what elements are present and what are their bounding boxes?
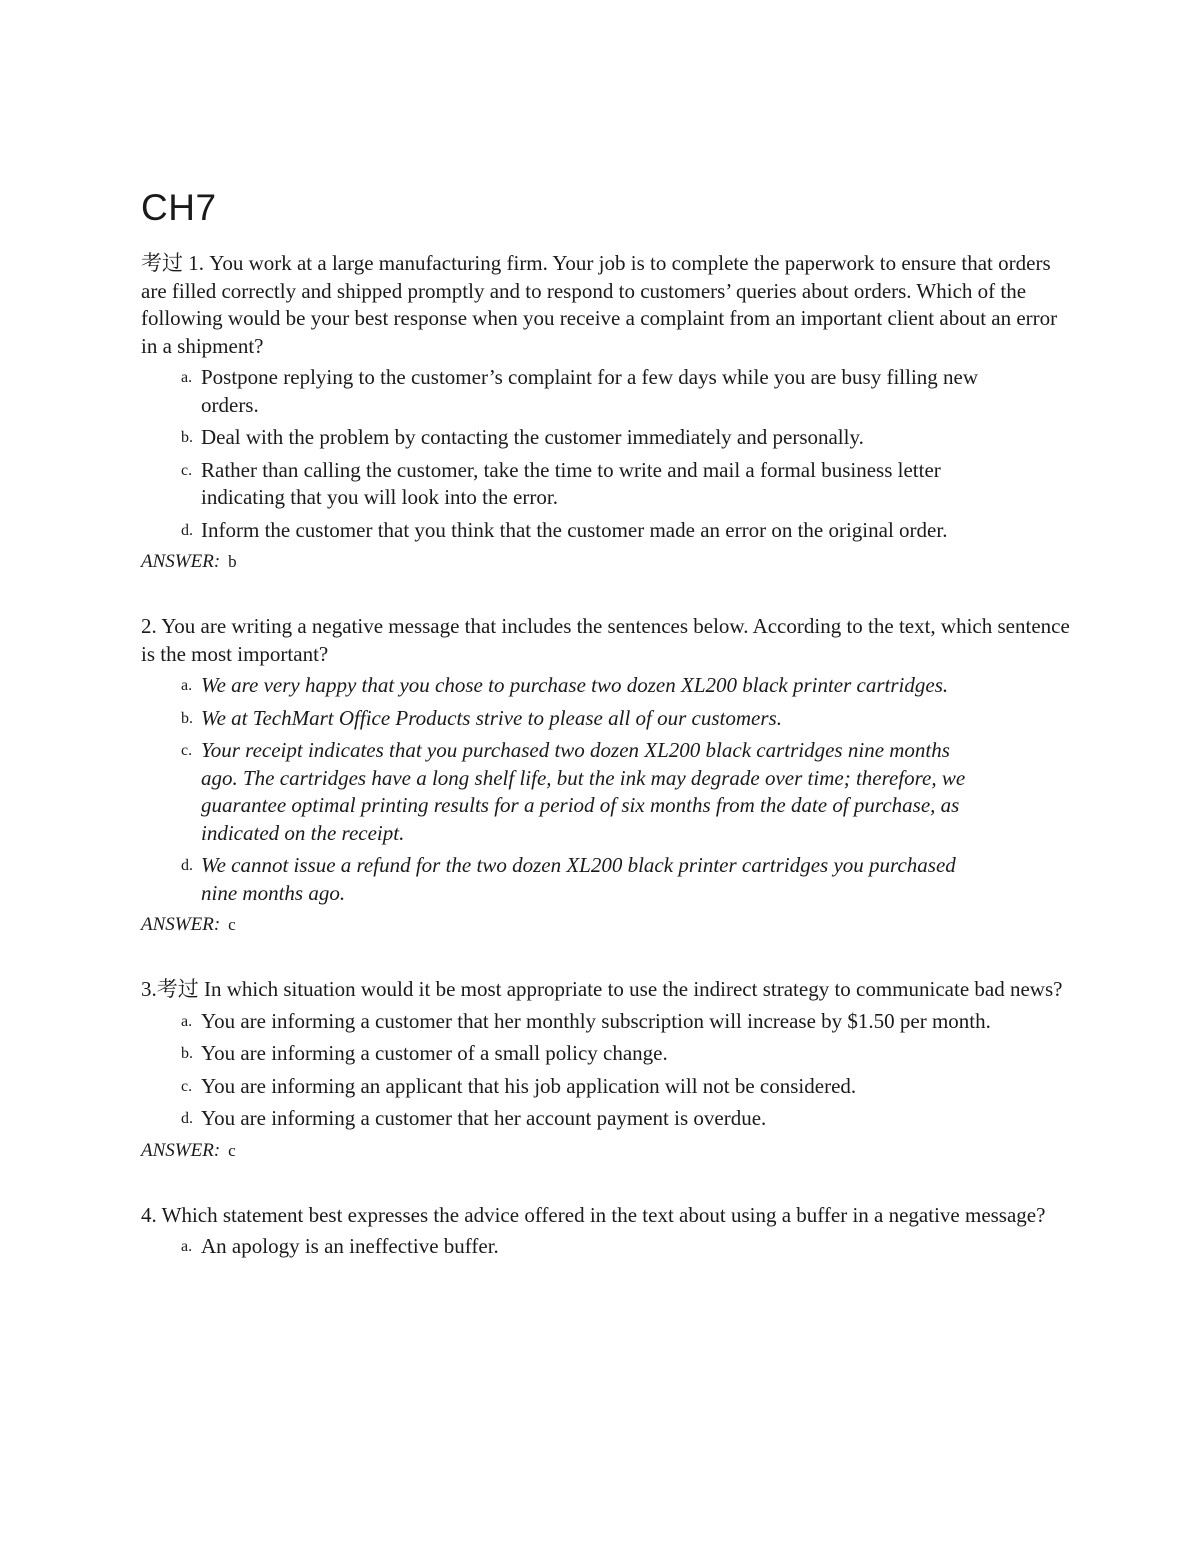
option-list	[141, 672, 1071, 907]
option-text: Deal with the problem by contacting the customer immediately and personally.	[201, 425, 864, 449]
question-text: 4. Which statement best expresses the advice offered in the text about using a buffer in a negative message?	[141, 1202, 1046, 1227]
option-text: You are informing an applicant that his job application will not be considered.	[201, 1073, 857, 1098]
answer-line	[141, 1138, 1071, 1164]
option-a	[141, 672, 1071, 700]
option-text: Rather than calling the customer, take the time to write and mail a formal business letter indicating that you will look into the error.	[201, 457, 941, 509]
option-letter: c.	[181, 461, 193, 479]
page-title: CH7	[141, 187, 217, 228]
spacer	[141, 938, 1071, 976]
option-letter: a.	[181, 1012, 193, 1030]
option-d	[141, 852, 1071, 907]
option-text: An apology is an ineffective buffer.	[201, 1234, 499, 1258]
option-letter: c.	[181, 742, 193, 759]
option-letter: b.	[181, 1045, 193, 1062]
answer-line	[141, 549, 1071, 575]
spacer	[141, 1164, 1071, 1202]
option-text: We cannot issue a refund for the two dozen XL200 black printer cartridges you purchased nine months ago.	[201, 853, 956, 905]
answer-line	[141, 912, 1071, 938]
option-c	[141, 737, 1071, 847]
option-text: Inform the customer that you think that the customer made an error on the original order.	[201, 517, 948, 542]
option-b	[141, 705, 1071, 733]
option-c	[141, 1073, 1071, 1101]
option-a	[141, 1233, 1071, 1261]
option-text: We at TechMart Office Products strive to please all of our customers.	[201, 705, 782, 730]
option-list	[141, 364, 1071, 544]
question-text: 2. You are writing a negative message that includes the sentences below. According to the text, which sentence is the most important?	[141, 614, 1070, 666]
option-letter: a.	[181, 677, 193, 694]
option-letter: d.	[181, 1110, 193, 1127]
question-text: 3.考过 In which situation would it be most appropriate to use the indirect strategy to communicate bad news?	[141, 977, 1063, 1001]
question-1	[141, 250, 1071, 575]
option-letter: a.	[181, 369, 193, 386]
option-letter: d.	[181, 521, 193, 539]
option-d	[141, 517, 1071, 545]
option-c	[141, 457, 1071, 512]
option-letter: d.	[181, 857, 193, 874]
option-b	[141, 1040, 1071, 1068]
answer-value: b	[228, 552, 237, 571]
question-4	[141, 1202, 1071, 1261]
answer-label: ANSWER:	[141, 1139, 221, 1161]
option-letter: b.	[181, 429, 193, 446]
option-b	[141, 424, 1071, 452]
option-letter: b.	[181, 709, 193, 727]
answer-value: c	[228, 1140, 236, 1160]
option-text: We are very happy that you chose to purchase two dozen XL200 black printer cartridges.	[201, 673, 949, 697]
spacer	[141, 575, 1071, 613]
option-d	[141, 1105, 1071, 1133]
option-text: You are informing a customer of a small policy change.	[201, 1041, 668, 1065]
option-letter: c.	[181, 1077, 193, 1095]
answer-label: ANSWER:	[141, 914, 221, 935]
question-text: 考过 1. You work at a large manufacturing firm. Your job is to complete the paperwork to ensure that orders are filled correctly and shipped promptly and to respond to customers’ queries about orders. Which of the following would be your best response when you receive a complaint from an important client about an error in a shipment?	[141, 251, 1058, 358]
option-text: You are informing a customer that her account payment is overdue.	[201, 1106, 767, 1130]
option-letter: a.	[181, 1238, 193, 1255]
option-a	[141, 364, 1071, 419]
option-text: You are informing a customer that her monthly subscription will increase by $1.50 per month.	[201, 1008, 991, 1033]
answer-label: ANSWER:	[141, 551, 221, 572]
answer-value: c	[228, 915, 236, 934]
option-text: Your receipt indicates that you purchased two dozen XL200 black cartridges nine months ago. The cartridges have a long shelf life, but the ink may degrade over time; therefore, we guarantee optimal printing results for a period of six months from the date of purchase, as indicated on the receipt.	[201, 738, 966, 845]
option-list	[141, 1233, 1071, 1261]
question-3	[141, 976, 1071, 1164]
option-text: Postpone replying to the customer’s complaint for a few days while you are busy filling new orders.	[201, 365, 979, 417]
question-2	[141, 613, 1071, 938]
document-page	[141, 186, 1071, 1266]
option-a	[141, 1008, 1071, 1036]
option-list	[141, 1008, 1071, 1133]
